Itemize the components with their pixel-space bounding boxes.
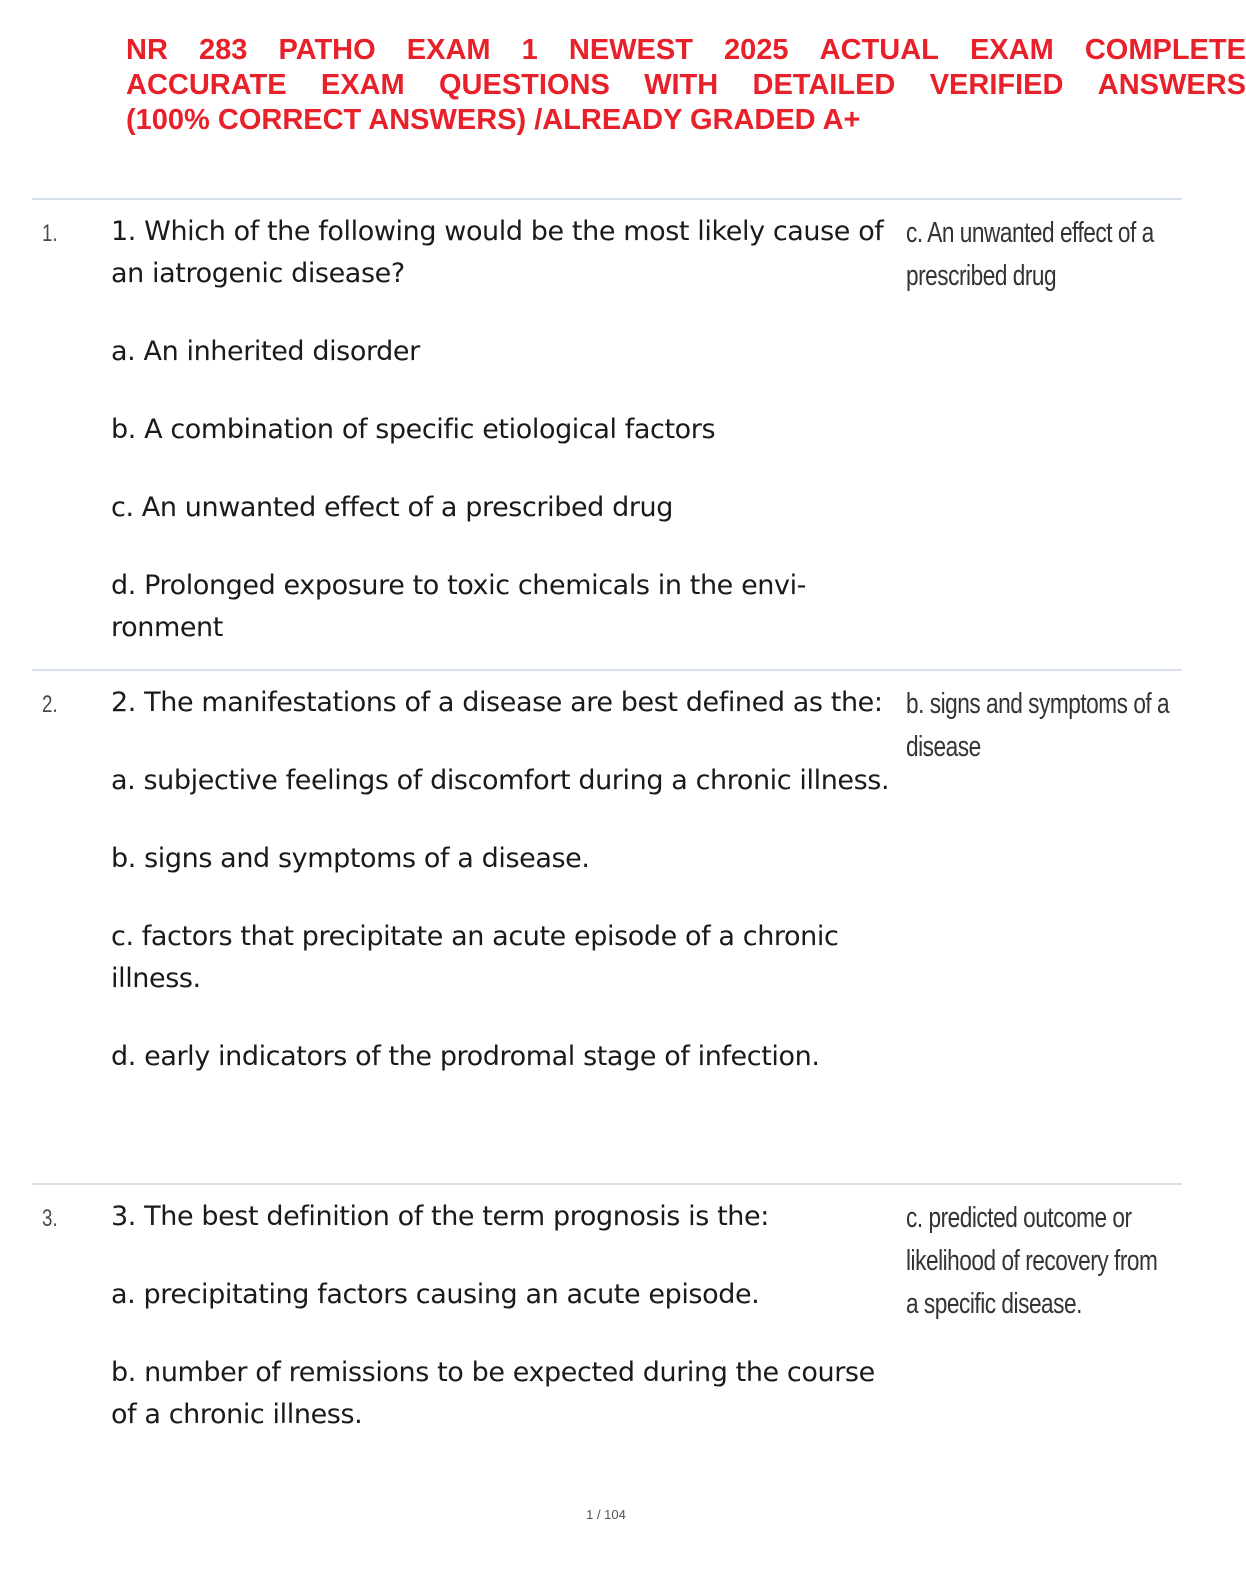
answer-option: a. precipitating factors causing an acute episode. bbox=[111, 1279, 760, 1310]
answer-option: d. Prolonged exposure to toxic chemicals in the envi-ronment bbox=[111, 570, 807, 643]
correct-answer: c. predicted outcome or likelihood of recovery from a specific disease. bbox=[906, 1202, 1158, 1320]
title-word: PATHO bbox=[278, 34, 376, 66]
title-word: ACCURATE bbox=[126, 69, 287, 101]
answer-option: b. number of remissions to be expected during the course of a chronic illness. bbox=[111, 1357, 875, 1430]
title-word: EXAM bbox=[969, 34, 1054, 66]
title-word: COMPLETE bbox=[1084, 34, 1246, 66]
answer-option: c. An unwanted effect of a prescribed drug bbox=[111, 492, 673, 523]
correct-answer: b. signs and symptoms of a disease bbox=[906, 688, 1170, 763]
question-stem: 2. The manifestations of a disease are best defined as the: bbox=[111, 687, 883, 718]
answer-option: d. early indicators of the prodromal stage of infection. bbox=[111, 1041, 820, 1072]
title-word: 1 bbox=[521, 34, 538, 66]
question-stem: 1. Which of the following would be the most likely cause of an iatrogenic disease? bbox=[111, 216, 884, 289]
title-word: VERIFIED bbox=[929, 69, 1064, 101]
title-word: 283 bbox=[198, 34, 248, 66]
question-2 bbox=[111, 682, 901, 1078]
question-stem: 3. The best definition of the term prognosis is the: bbox=[111, 1201, 769, 1232]
answer-option: b. A combination of specific etiological factors bbox=[111, 414, 716, 445]
divider bbox=[32, 1183, 1182, 1185]
question-1 bbox=[111, 211, 901, 649]
title-word: EXAM bbox=[320, 69, 405, 101]
divider bbox=[32, 198, 1182, 200]
answer-option: a. An inherited disorder bbox=[111, 336, 420, 367]
title-line-3: (100% CORRECT ANSWERS) /ALREADY GRADED A+ bbox=[126, 104, 861, 136]
title-word: NEWEST bbox=[568, 34, 693, 66]
question-3 bbox=[111, 1196, 901, 1436]
question-number: 2. bbox=[42, 691, 58, 718]
title-line-1 bbox=[126, 33, 1246, 68]
title-word: EXAM bbox=[406, 34, 491, 66]
question-number: 3. bbox=[42, 1205, 58, 1232]
title-word: 2025 bbox=[724, 34, 789, 66]
title-line-2 bbox=[126, 68, 1246, 103]
title-word: ACTUAL bbox=[819, 34, 939, 66]
divider bbox=[32, 669, 1182, 671]
title-word: WITH bbox=[644, 69, 719, 101]
answer-option: b. signs and symptoms of a disease. bbox=[111, 843, 590, 874]
document-title bbox=[126, 33, 1246, 138]
answer-option: a. subjective feelings of discomfort during a chronic illness. bbox=[111, 765, 890, 796]
title-word: DETAILED bbox=[752, 69, 896, 101]
title-word: QUESTIONS bbox=[438, 69, 610, 101]
title-word: NR bbox=[126, 34, 168, 66]
title-word: ANSWERS bbox=[1097, 69, 1246, 101]
question-number: 1. bbox=[42, 220, 58, 247]
page-number: 1 / 104 bbox=[586, 1507, 626, 1522]
correct-answer: c. An unwanted effect of a prescribed drug bbox=[906, 217, 1154, 292]
answer-option: c. factors that precipitate an acute episode of a chronic illness. bbox=[111, 921, 839, 994]
